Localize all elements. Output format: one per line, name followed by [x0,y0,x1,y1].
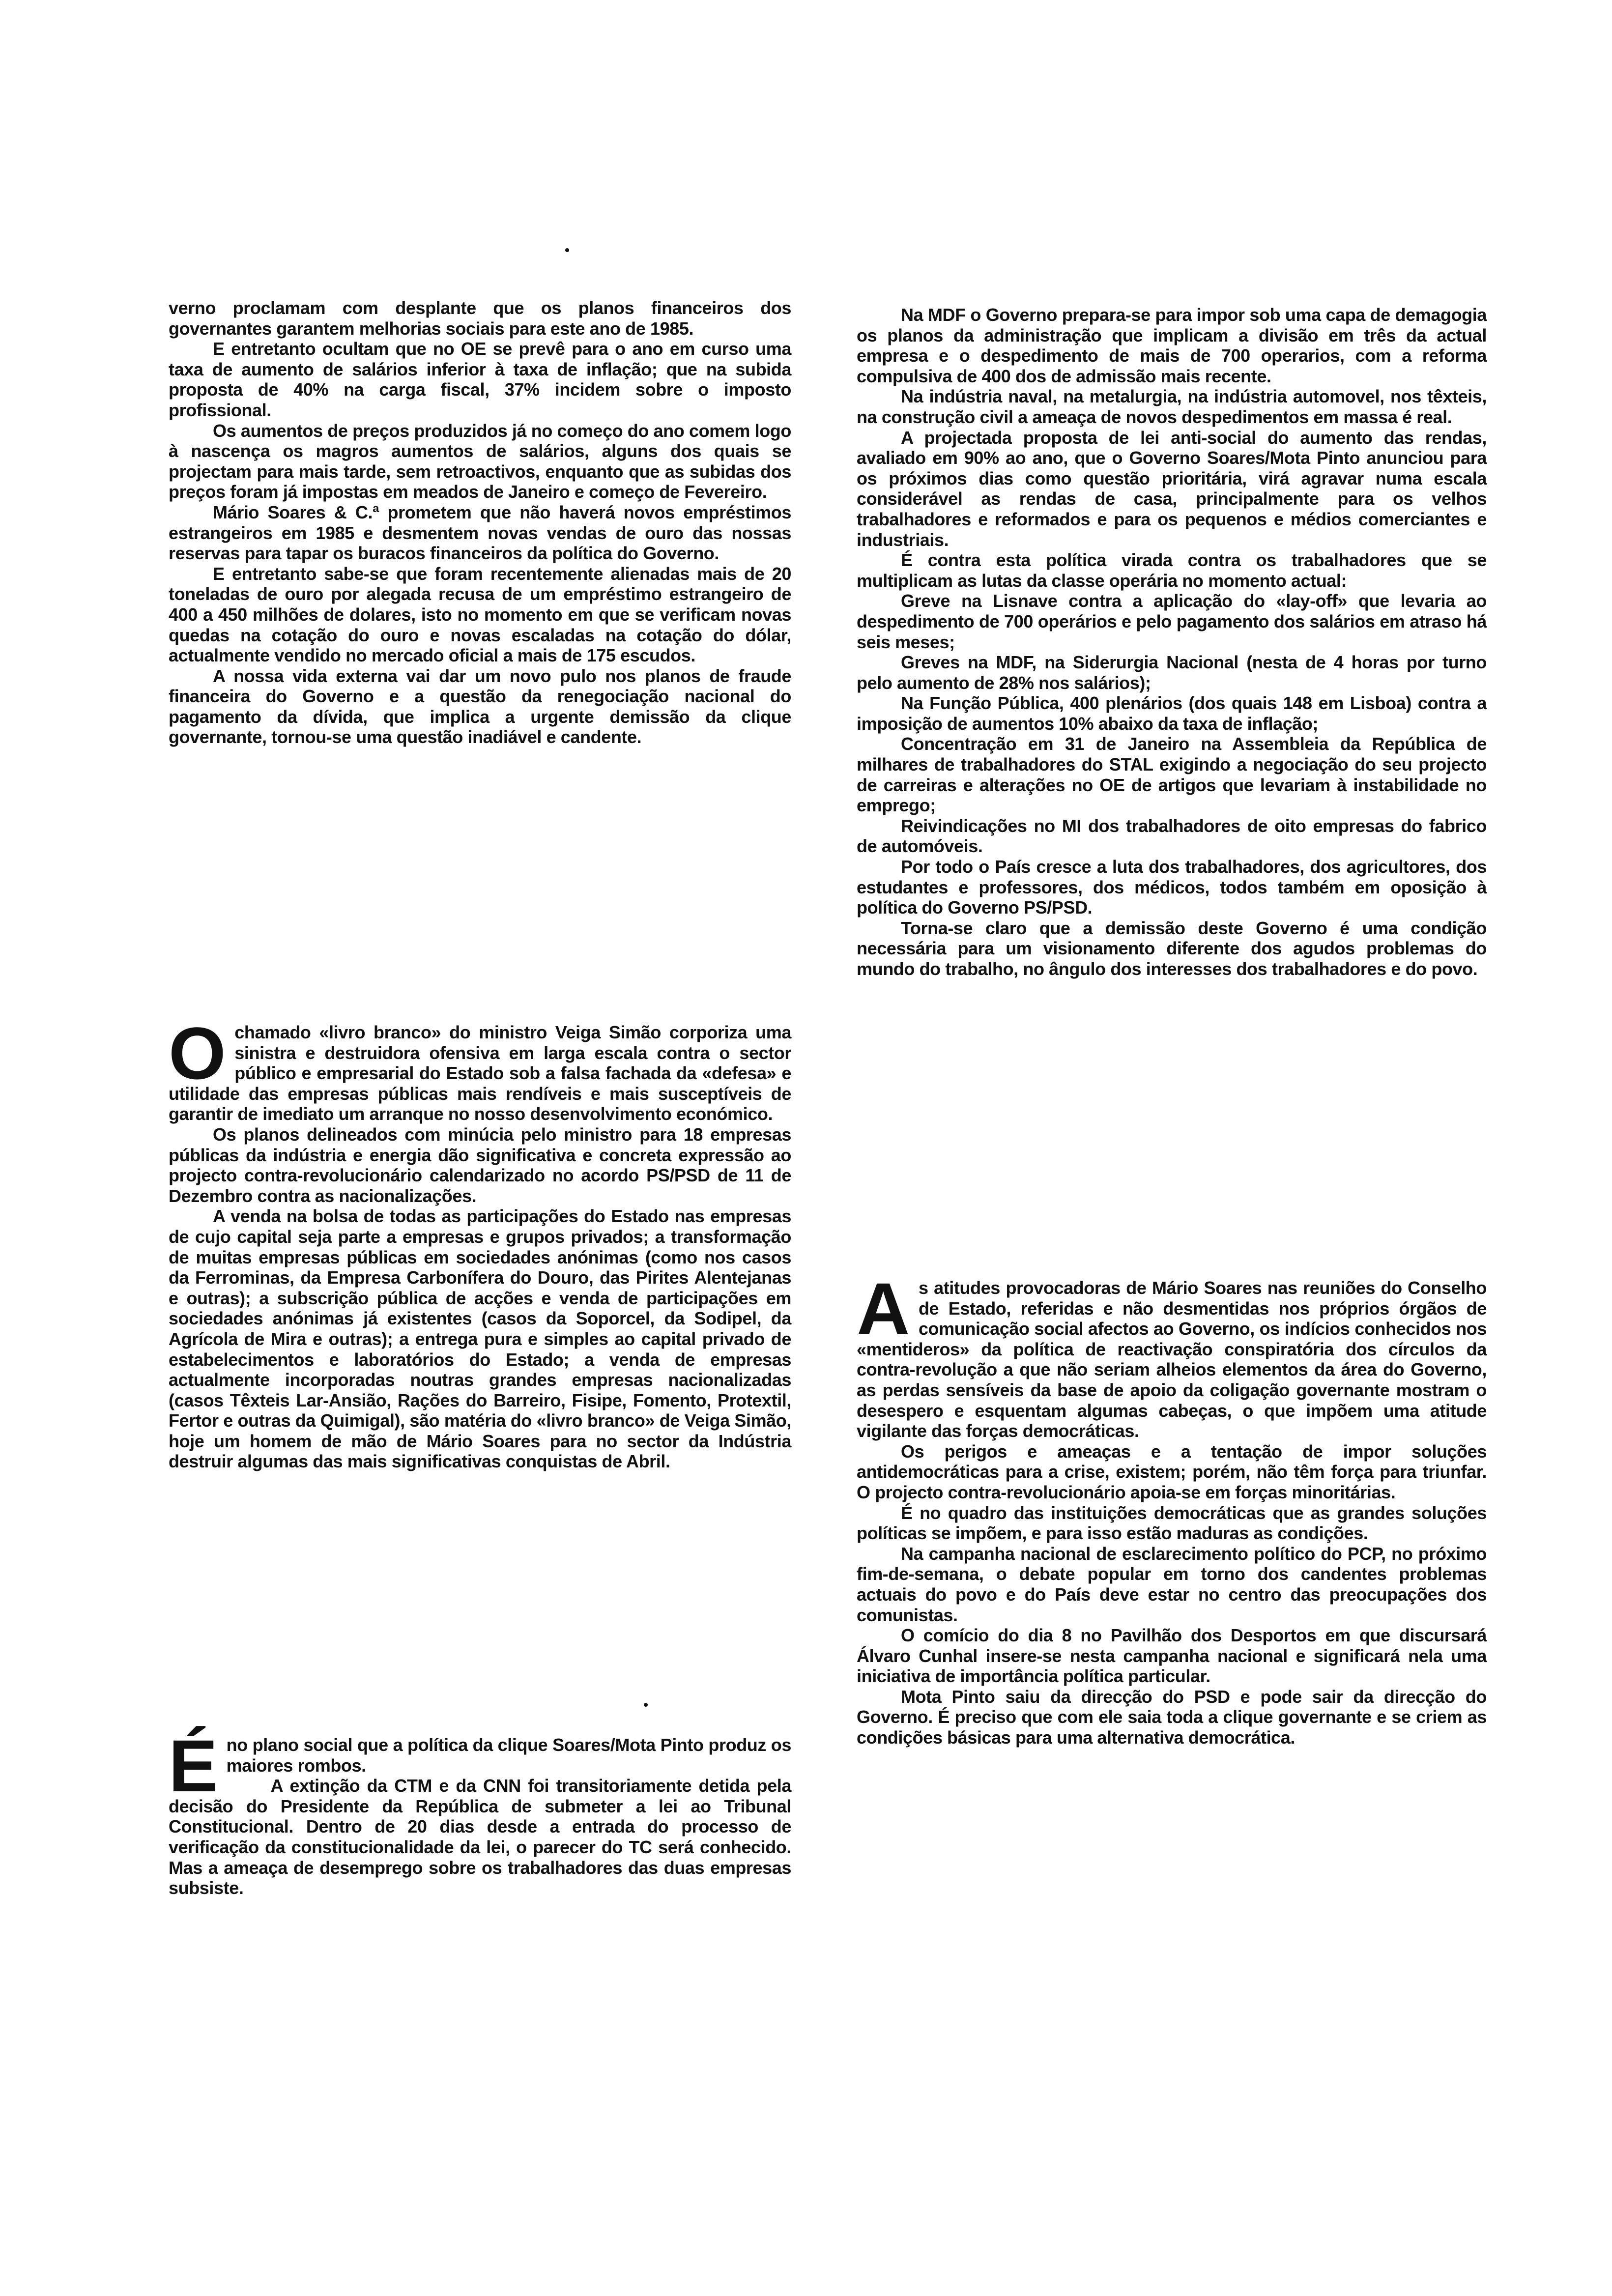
drop-cap: É [169,1724,218,1807]
paragraph: E entretanto ocultam que no OE se prevê para o ano em curso uma taxa de aumento de salários inferior à taxa de inflação; que na subida proposta de 40% na carga fiscal, 37% incidem sobre o imposto profissional. [169,339,791,420]
paragraph: Na Função Pública, 400 plenários (dos quais 148 em Lisboa) contra a imposição de aumentos 10% abaixo da taxa de inflação; [857,693,1487,734]
paragraph: É no quadro das instituições democráticas que as grandes soluções políticas se impõem, e para isso estão maduras as condições. [857,1502,1487,1544]
paragraph: É contra esta política virada contra os trabalhadores que se multiplicam as lutas da classe operária no momento actual: [857,550,1487,591]
paragraph: Mário Soares & C.ª prometem que não haverá novos empréstimos estrangeiros em 1985 e desmentem novas vendas de ouro das nossas reservas para tapar os buracos financeiros da política do Governo. [169,502,791,564]
left-section-livro-branco [169,1012,791,1472]
paragraph: s atitudes provocadoras de Mário Soares nas reuniões do Conselho de Estado, referidas e não desmentidas nos próprios órgãos de comunicação social afectos ao Governo, os indícios conhecidos nos «mentideros» da política de reactivação conspiratória dos círculos da contra-revolução a que não seriam alheios elementos da área do Governo, as perdas sensíveis da base de apoio da coligação governante mostram o desespero e esquentam algumas cabeças, o que impõem uma atitude vigilante das forças democráticas. [857,1278,1487,1441]
paragraph: Na MDF o Governo prepara-se para impor sob uma capa de demagogia os planos da administração que implicam a divisão em três da actual empresa e o despedimento de mais de 700 operarios, com a reforma compulsiva de 400 dos de admissão mais recente. [857,305,1487,386]
paragraph: Por todo o País cresce a luta dos trabalhadores, dos agricultores, dos estudantes e professores, dos médicos, todos também em oposição à política do Governo PS/PSD. [857,857,1487,918]
scan-speck [644,1703,648,1707]
paragraph: Na campanha nacional de esclarecimento político do PCP, no próximo fim-de-semana, o debate popular em torno dos candentes problemas actuais do povo e do País deve estar no centro das preocupações dos comunistas. [857,1543,1487,1625]
paragraph: Concentração em 31 de Janeiro na Assembleia da República de milhares de trabalhadores do STAL exigindo a negociação do seu projecto de carreiras e alterações no OE de artigos que levariam à instabilidade no emprego; [857,734,1487,816]
paragraph: Na indústria naval, na metalurgia, na indústria automovel, nos têxteis, na construção civil a ameaça de novos despedimentos em massa é real. [857,386,1487,427]
right-section-atitudes [857,1267,1487,1748]
paragraph: Greve na Lisnave contra a aplicação do «lay-off» que levaria ao despedimento de 700 operários e pelo pagamento dos salários em atraso há seis meses; [857,591,1487,652]
paragraph: Os perigos e ameaças e a tentação de impor soluções antidemocráticas para a crise, existem; porém, não têm força para triunfar. O projecto contra-revolucionário apoia-se em forças minoritárias. [857,1441,1487,1502]
paragraph: Os aumentos de preços produzidos já no começo do ano comem logo à nascença os magros aumentos de salários, alguns dos quais se projectam para mais tarde, sem retroactivos, enquanto que as subidas dos preços foram já impostas em meados de Janeiro e começo de Fevereiro. [169,420,791,502]
paragraph: Os planos delineados com minúcia pelo ministro para 18 empresas públicas da indústria e energia dão significativa e concreta expressão ao projecto contra-revolucionário calendarizado no acordo PS/PSD de 11 de Dezembro contra as nacionalizações. [169,1124,791,1206]
scan-speck [565,248,569,252]
paragraph: Greves na MDF, na Siderurgia Nacional (nesta de 4 horas por turno pelo aumento de 28% nos salários); [857,652,1487,693]
paragraph: O comício do dia 8 no Pavilhão dos Desportos em que discursará Álvaro Cunhal insere-se nesta campanha nacional e significará nela uma iniciativa de importância política particular. [857,1625,1487,1687]
paragraph: Torna-se claro que a demissão deste Governo é uma condição necessária para um visionamento diferente dos agudos problemas do mundo do trabalho, no ângulo dos interesses dos trabalhadores e do povo. [857,918,1487,979]
paragraph: no plano social que a política da clique Soares/Mota Pinto produz os maiores rombos. [226,1735,791,1776]
paragraph: A extinção da CTM e da CNN foi transitoriamente detida pela decisão do Presidente da República de submeter a lei ao Tribunal Constitucional. Dentro de 20 dias desde a entrada do processo de verificação da constitucionalidade da lei, o parecer do TC será conhecido. Mas a ameaça de desemprego sobre os trabalhadores das duas empresas subsiste. [169,1776,791,1898]
paragraph: A nossa vida externa vai dar um novo pulo nos planos de fraude financeira do Governo e a questão da renegociação nacional do pagamento da dívida, que implica a urgente demissão da clique governante, tornou-se uma questão inadiável e candente. [169,665,791,747]
drop-cap: O [169,1012,226,1094]
paragraph: A projectada proposta de lei anti-social do aumento das rendas, avaliado em 90% ao ano, que o Governo Soares/Mota Pinto anunciou para os próximos dias como questão prioritária, virá agravar numa escala considerável as rendas de casa, principalmente para os velhos trabalhadores e reformados e para os pequenos e médios comerciantes e industriais. [857,427,1487,550]
left-section-budget [169,298,791,747]
paragraph: Reivindicações no MI dos trabalhadores de oito empresas do fabrico de automóveis. [857,815,1487,857]
paragraph: Mota Pinto saiu da direcção do PSD e pode sair da direcção do Governo. É preciso que com ele saia toda a clique governante e se criem as condições básicas para uma alternativa democrática. [857,1686,1487,1748]
left-section-social [169,1724,791,1898]
drop-cap: A [857,1267,910,1350]
paragraph: A venda na bolsa de todas as participações do Estado nas empresas de cujo capital seja parte a empresas e grupos privados; a transformação de muitas empresas públicas em sociedades anónimas (como nos casos da Ferrominas, da Empresa Carbonífera do Douro, das Pirites Alentejanas e outras); a subscrição pública de acções e venda de participações em sociedades anónimas já existentes (casos da Soporcel, da Sodipel, da Agrícola de Mira e outras); a entrega pura e simples ao capital privado de estabelecimentos e laboratórios do Estado; a venda de empresas actualmente incorporadas noutras grandes empresas nacionalizadas (casos Têxteis Lar-Ansião, Rações do Barreiro, Fisipe, Fomento, Protextil, Fertor e outras da Quimigal), são matéria do «livro branco» de Veiga Simão, hoje um homem de mão de Mário Soares para no sector da Indústria destruir algumas das mais significativas conquistas de Abril. [169,1206,791,1472]
right-section-lutas [857,305,1487,979]
paragraph: E entretanto sabe-se que foram recentemente alienadas mais de 20 toneladas de ouro por alegada recusa de um empréstimo estrangeiro de 400 a 450 milhões de dolares, isto no momento em que se verificam novas quedas na cotação do ouro e novas escaladas na cotação do dólar, actualmente vendido no mercado oficial a mais de 175 escudos. [169,563,791,666]
paragraph: chamado «livro branco» do ministro Veiga Simão corporiza uma sinistra e destruidora ofensiva em larga escala contra o sector público e empresarial do Estado sob a falsa fachada da «defesa» e utilidade das empresas públicas mais rendíveis e mais susceptíveis de garantir de imediato um arranque no nosso desenvolvimento económico. [169,1022,791,1124]
paragraph: verno proclamam com desplante que os planos financeiros dos governantes garantem melhorias sociais para este ano de 1985. [169,298,791,339]
